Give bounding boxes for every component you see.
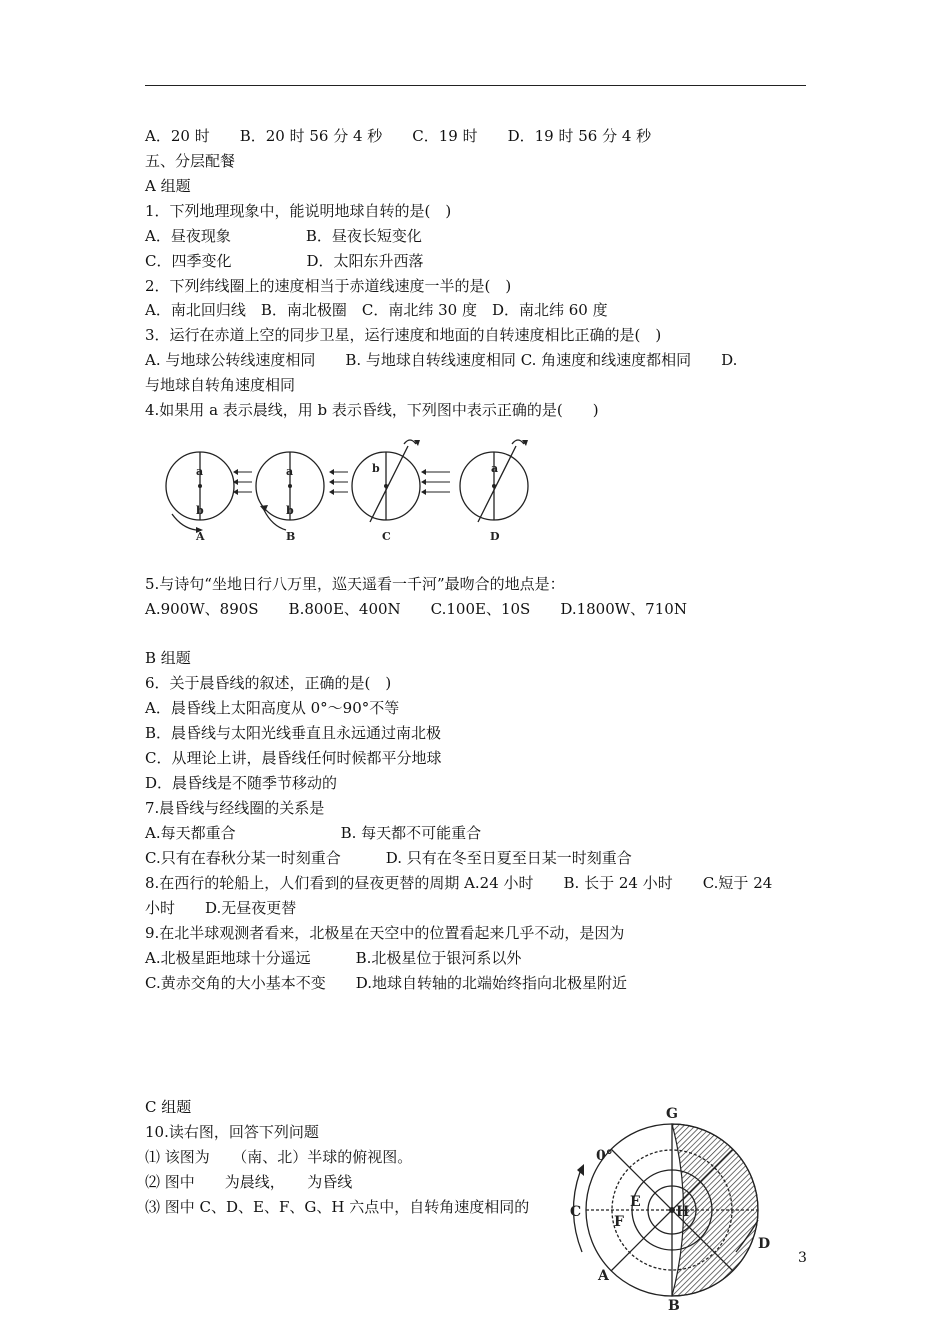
q-prev-options: A．20 时 B．20 时 56 分 4 秒 C．19 时 D．19 时 56 分 4 秒 [145, 127, 652, 145]
q3-options-2: 与地球自转角速度相同 [145, 376, 296, 394]
fig4-caption-b: B [286, 530, 296, 543]
q8-options: 小时 D.无昼夜更替 [145, 899, 297, 917]
fig10-label-deg: 0° [596, 1148, 613, 1164]
fig4-label-a: a [196, 465, 204, 478]
q10-part2: ⑵ 图中 为晨线， 为昏线 [145, 1173, 353, 1191]
q5-options: A.900W、890S B.800E、400N C.100E、10S D.1800W、710N [145, 600, 687, 618]
section-title: 五、分层配餐 [145, 152, 236, 170]
q9-options-2: C.黄赤交角的大小基本不变 D.地球自转轴的北端始终指向北极星附近 [145, 974, 627, 992]
fig10-label-c: C [570, 1204, 582, 1220]
q3-stem: 3．运行在赤道上空的同步卫星，运行速度和地面的自转速度相比正确的是( ) [145, 326, 662, 344]
fig10-label-b: B [668, 1298, 680, 1314]
q4-stem: 4.如果用 a 表示晨线，用 b 表示昏线，下列图中表示正确的是( ) [145, 401, 599, 419]
group-b-heading: B 组题 [145, 649, 191, 667]
q10-part3: ⑶ 图中 C、D、E、F、G、H 六点中，自转角速度相同的 [145, 1198, 530, 1216]
q6-option-b: B．晨昏线与太阳光线垂直且永远通过南北极 [145, 724, 442, 742]
q2-options: A．南北回归线 B．南北极圈 C．南北纬 30 度 D．南北纬 60 度 [145, 301, 608, 319]
q6-stem: 6．关于晨昏线的叙述，正确的是( ) [145, 674, 392, 692]
header-rule [145, 85, 806, 86]
fig10-label-f: F [614, 1214, 624, 1230]
q7-options-2: C.只有在春秋分某一时刻重合 D. 只有在冬至日夏至日某一时刻重合 [145, 849, 632, 867]
q5-stem: 5.与诗句“坐地日行八万里，巡天遥看一千河”最吻合的地点是： [145, 575, 565, 593]
page-number: 3 [798, 1250, 807, 1266]
fig10-label-d: D [758, 1236, 771, 1252]
group-c-heading: C 组题 [145, 1098, 192, 1116]
q1-options-1: A．昼夜现象 B．昼夜长短变化 [145, 227, 422, 245]
q3-options-1: A. 与地球公转线速度相同 B. 与地球自转线速度相同 C. 角速度和线速度都相同 D. [145, 351, 738, 369]
group-a-heading: A 组题 [145, 177, 191, 195]
q4-figure [160, 436, 540, 546]
q10-figure [560, 1102, 790, 1314]
q8-stem: 8.在西行的轮船上，人们看到的昼夜更替的周期 A.24 小时 B. 长于 24 小时 C.短于 24 [145, 874, 773, 892]
q1-options-2: C．四季变化 D．太阳东升西落 [145, 252, 424, 270]
fig4-label-b3: b [372, 462, 380, 475]
q7-stem: 7.晨昏线与经线圈的关系是 [145, 799, 325, 817]
fig4-label-a4: a [491, 462, 499, 475]
q7-options-1: A.每天都重合 B. 每天都不可能重合 [145, 824, 482, 842]
q10-part1: ⑴ 该图为 （南、北）半球的俯视图。 [145, 1148, 413, 1166]
fig10-label-g: G [666, 1106, 678, 1122]
q9-stem: 9.在北半球观测者看来，北极星在天空中的位置看起来几乎不动，是因为 [145, 924, 625, 942]
fig10-label-h: H [676, 1204, 690, 1220]
q1-stem: 1．下列地理现象中，能说明地球自转的是( ) [145, 202, 452, 220]
fig4-label-b: b [196, 504, 204, 517]
fig10-label-e: E [630, 1194, 641, 1210]
fig4-caption-a: A [196, 530, 205, 543]
fig10-label-a: A [598, 1268, 609, 1284]
q6-option-a: A．晨昏线上太阳高度从 0°～90°不等 [145, 699, 400, 717]
q9-options-1: A.北极星距地球十分遥远 B.北极星位于银河系以外 [145, 949, 522, 967]
fig4-caption-d: D [490, 530, 500, 543]
q10-stem: 10.读右图，回答下列问题 [145, 1123, 319, 1141]
fig4-label-a2: a [286, 465, 294, 478]
fig4-label-b2: b [286, 504, 294, 517]
q2-stem: 2．下列纬线圈上的速度相当于赤道线速度一半的是( ) [145, 277, 512, 295]
fig4-caption-c: C [382, 530, 391, 543]
q6-option-c: C．从理论上讲，晨昏线任何时候都平分地球 [145, 749, 442, 767]
q6-option-d: D．晨昏线是不随季节移动的 [145, 774, 338, 792]
